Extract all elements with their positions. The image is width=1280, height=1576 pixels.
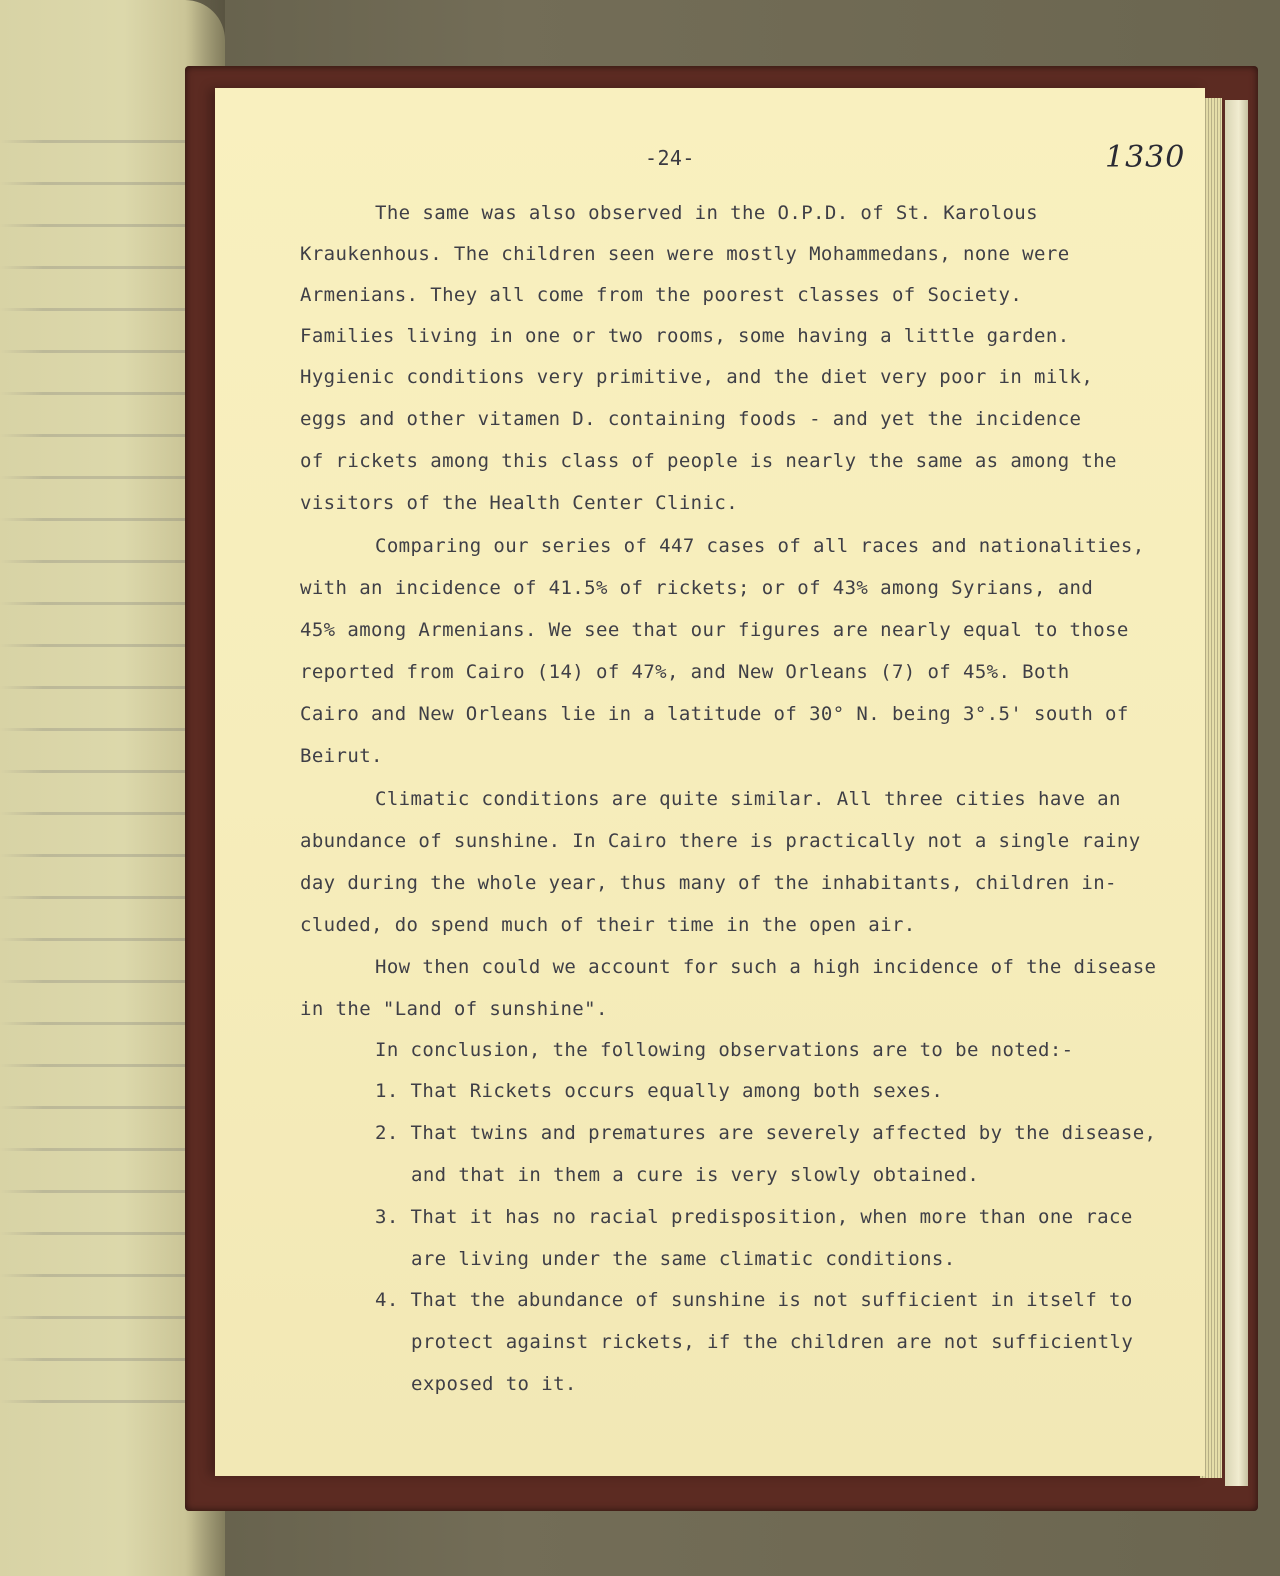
- list-item-continuation: and that in them a cure is very slowly obtained.: [411, 1164, 980, 1186]
- text-line: The same was also observed in the O.P.D. of St. Karolous: [375, 202, 1038, 224]
- endpaper: [1225, 100, 1248, 1486]
- list-item: 3. That it has no racial predisposition, when more than one race: [375, 1206, 1133, 1228]
- text-line: of rickets among this class of people is nearly the same as among the: [300, 450, 1117, 472]
- text-line: with an incidence of 41.5% of rickets; or of 43% among Syrians, and: [300, 577, 1094, 599]
- text-line: Climatic conditions are quite similar. All three cities have an: [375, 788, 1121, 810]
- text-line: How then could we account for such a high incidence of the disease: [375, 956, 1157, 978]
- list-item: 1. That Rickets occurs equally among both sexes.: [375, 1080, 944, 1102]
- text-line: Cairo and New Orleans lie in a latitude of 30° N. being 3°.5' south of: [300, 703, 1129, 725]
- folio-number: 1330: [1105, 140, 1186, 175]
- text-line: Armenians. They all come from the poorest classes of Society.: [300, 284, 1023, 306]
- text-line: eggs and other vitamen D. containing foods - and yet the incidence: [300, 408, 1082, 430]
- text-line: reported from Cairo (14) of 47%, and New Orleans (7) of 45%. Both: [300, 661, 1070, 683]
- text-line: in the "Land of sunshine".: [300, 998, 608, 1020]
- text-line: Hygienic conditions very primitive, and the diet very poor in milk,: [300, 366, 1094, 388]
- list-item: 4. That the abundance of sunshine is not sufficient in itself to: [375, 1289, 1133, 1311]
- typed-page: [215, 88, 1205, 1476]
- list-item-continuation: protect against rickets, if the children are not sufficiently: [411, 1331, 1134, 1353]
- list-item-continuation: are living under the same climatic conditions.: [411, 1248, 956, 1270]
- list-item-continuation: exposed to it.: [411, 1373, 577, 1395]
- text-line: Beirut.: [300, 745, 383, 767]
- text-line: abundance of sunshine. In Cairo there is practically not a single rainy: [300, 830, 1141, 852]
- text-line: Kraukenhous. The children seen were mostly Mohammedans, none were: [300, 243, 1070, 265]
- text-line: cluded, do spend much of their time in the open air.: [300, 914, 916, 936]
- text-line: visitors of the Health Center Clinic.: [300, 492, 739, 514]
- text-line: Comparing our series of 447 cases of all races and nationalities,: [375, 535, 1145, 557]
- page-number: -24-: [645, 146, 695, 170]
- text-line: 45% among Armenians. We see that our figures are nearly equal to those: [300, 619, 1129, 641]
- list-item: 2. That twins and prematures are severely affected by the disease,: [375, 1122, 1157, 1144]
- bleed-through-text: [0, 110, 210, 1410]
- text-line: day during the whole year, thus many of the inhabitants, children in-: [300, 872, 1117, 894]
- text-line: Families living in one or two rooms, some having a little garden.: [300, 325, 1070, 347]
- text-line: In conclusion, the following observations are to be noted:-: [375, 1039, 1074, 1061]
